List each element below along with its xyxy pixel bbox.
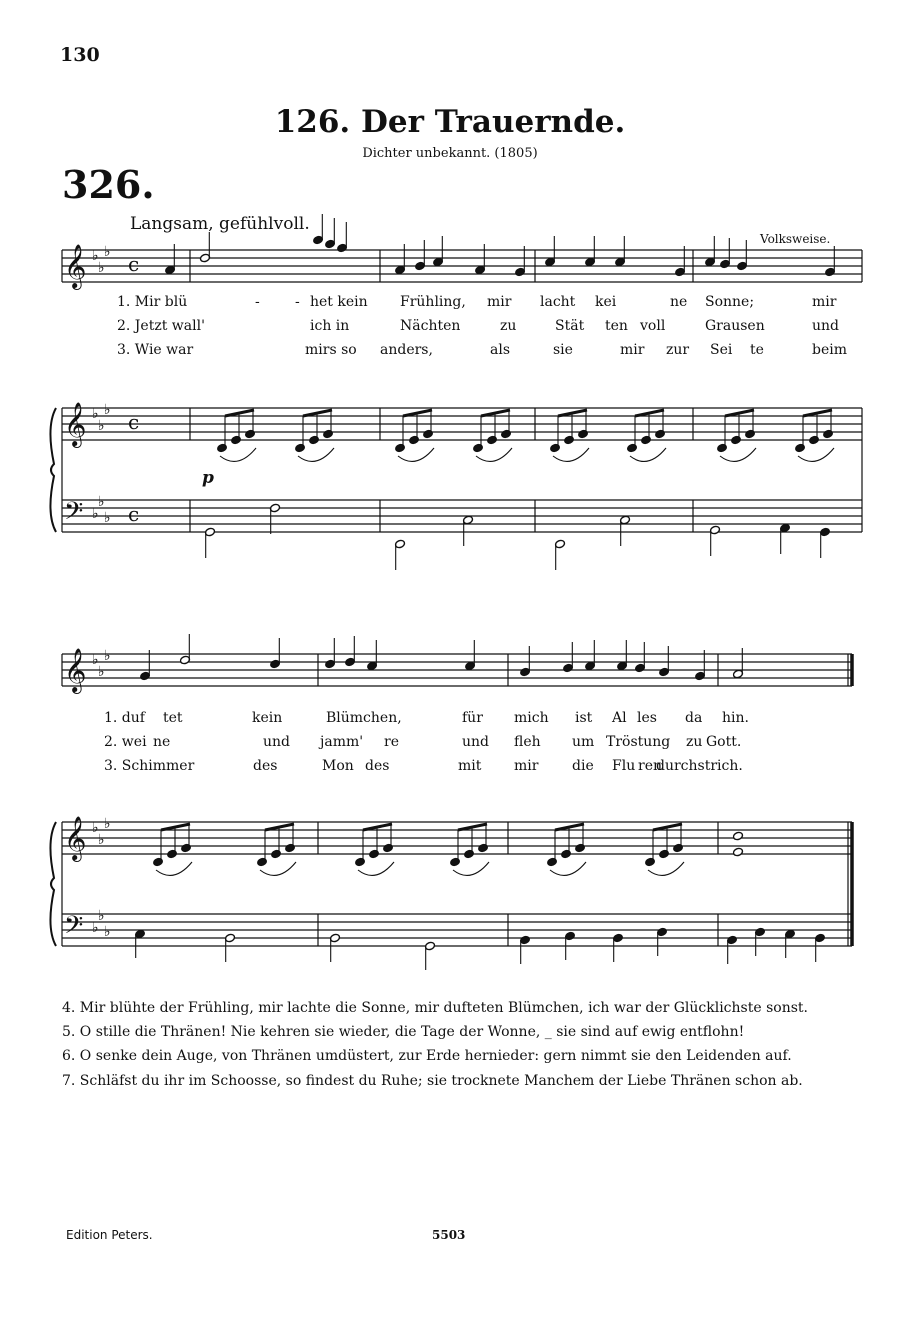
lyrics-system-2-syllable: 2. wei bbox=[104, 734, 147, 750]
lyrics-system-1-syllable: Grausen bbox=[705, 318, 765, 334]
lyrics-system-1-syllable: lacht bbox=[540, 294, 576, 310]
lyrics-system-2-syllable: fleh bbox=[514, 734, 541, 750]
lyrics-system-1-syllable: te bbox=[750, 342, 764, 358]
stanza-6: 6. O senke dein Auge, von Thränen umdüstert, zur Erde hernieder: gern nimmt sie den Leidenden auf. bbox=[62, 1048, 792, 1064]
tempo-marking: Langsam, gefühlvoll. bbox=[130, 214, 310, 234]
lyrics-system-2-syllable: hin. bbox=[722, 710, 749, 726]
notehead bbox=[153, 857, 164, 867]
flat-icon: ♭ bbox=[98, 418, 105, 434]
notehead bbox=[745, 429, 756, 439]
flat-icon: ♭ bbox=[98, 494, 105, 510]
flat-icon: ♭ bbox=[104, 816, 111, 832]
lyrics-system-2-syllable: kein bbox=[252, 710, 283, 726]
notehead bbox=[478, 843, 489, 853]
notehead bbox=[295, 443, 306, 453]
notehead bbox=[564, 435, 575, 445]
notehead bbox=[464, 849, 475, 859]
lyrics-system-2-syllable: 1. duf bbox=[104, 710, 145, 726]
lyrics-system-1-syllable: als bbox=[490, 342, 511, 358]
lyrics-system-2-syllable: Blümchen, bbox=[326, 710, 402, 726]
notehead bbox=[409, 435, 420, 445]
treble-clef-icon: 𝄞 bbox=[64, 244, 87, 288]
brace bbox=[50, 822, 56, 946]
lyrics-system-2-syllable: zu bbox=[686, 734, 703, 750]
page-number: 130 bbox=[60, 44, 100, 66]
lyrics-system-1-syllable: 1. Mir blü bbox=[117, 294, 188, 310]
lyrics-system-1-syllable: Nächten bbox=[400, 318, 461, 334]
flat-icon: ♭ bbox=[98, 260, 105, 276]
lyrics-system-1-syllable: kei bbox=[595, 294, 617, 310]
treble-clef-icon: 𝄞 bbox=[64, 648, 87, 692]
song-title: 126. Der Trauernde. bbox=[274, 104, 626, 140]
lyrics-system-2-syllable: re bbox=[384, 734, 399, 750]
common-time-icon: c bbox=[128, 410, 140, 434]
lyrics-system-2-syllable: tet bbox=[163, 710, 183, 726]
lyrics-system-2-syllable: les bbox=[637, 710, 657, 726]
flat-icon: ♭ bbox=[104, 244, 111, 260]
notehead bbox=[271, 849, 282, 859]
plate-number: 5503 bbox=[432, 1228, 466, 1242]
notehead bbox=[369, 849, 380, 859]
flat-icon: ♭ bbox=[98, 664, 105, 680]
lyrics-system-2-syllable: mir bbox=[514, 758, 539, 774]
notehead bbox=[673, 843, 684, 853]
composer-note: Volksweise. bbox=[760, 232, 831, 246]
lyrics-system-1-syllable: Stät bbox=[555, 318, 585, 334]
lyrics-system-1-syllable: mir bbox=[620, 342, 645, 358]
lyrics-system-2-syllable: des bbox=[253, 758, 278, 774]
lyrics-system-2-syllable: ren bbox=[638, 758, 662, 774]
common-time-icon: c bbox=[128, 502, 140, 526]
notehead bbox=[641, 435, 652, 445]
notehead bbox=[395, 443, 406, 453]
dynamic-marking: p bbox=[202, 468, 214, 488]
notehead bbox=[450, 857, 461, 867]
lyrics-system-1-syllable: voll bbox=[640, 318, 666, 334]
lyrics-system-2-syllable: für bbox=[462, 710, 483, 726]
stanza-5: 5. O stille die Thränen! Nie kehren sie wieder, die Tage der Wonne, _ sie sind auf ewig entflohn! bbox=[62, 1024, 745, 1040]
lyrics-system-2-syllable: Flu bbox=[612, 758, 636, 774]
common-time-icon: c bbox=[128, 252, 140, 276]
notehead bbox=[823, 429, 834, 439]
notehead bbox=[733, 831, 744, 841]
publisher-label: Edition Peters. bbox=[66, 1228, 153, 1242]
notehead bbox=[323, 429, 334, 439]
bass-clef-icon: 𝄢 bbox=[64, 497, 84, 532]
treble-clef-icon: 𝄞 bbox=[64, 402, 87, 446]
lyrics-system-1-syllable: - bbox=[255, 294, 260, 310]
lyrics-system-2-syllable: um bbox=[572, 734, 595, 750]
notehead bbox=[575, 843, 586, 853]
lyrics-system-1-syllable: mir bbox=[812, 294, 837, 310]
notehead bbox=[257, 857, 268, 867]
notehead bbox=[231, 435, 242, 445]
notehead bbox=[167, 849, 178, 859]
notehead bbox=[181, 843, 192, 853]
lyrics-system-2-syllable: da bbox=[685, 710, 703, 726]
notehead bbox=[487, 435, 498, 445]
lyrics-system-1-syllable: zur bbox=[666, 342, 690, 358]
notehead bbox=[355, 857, 366, 867]
notehead bbox=[423, 429, 434, 439]
notehead bbox=[550, 443, 561, 453]
lyrics-system-2-syllable: die bbox=[572, 758, 594, 774]
song-number: 326. bbox=[62, 162, 155, 207]
flat-icon: ♭ bbox=[104, 924, 111, 940]
lyrics-system-2-syllable: mit bbox=[458, 758, 482, 774]
lyrics-system-2-syllable: mich bbox=[514, 710, 549, 726]
lyrics-system-2-syllable: ne bbox=[153, 734, 171, 750]
notehead bbox=[645, 857, 656, 867]
flat-icon: ♭ bbox=[98, 832, 105, 848]
lyrics-system-1-syllable: ten bbox=[605, 318, 628, 334]
lyrics-system-1-syllable: Frühling, bbox=[400, 294, 466, 310]
lyrics-system-1-syllable: anders, bbox=[380, 342, 433, 358]
notehead bbox=[501, 429, 512, 439]
notehead bbox=[473, 443, 484, 453]
lyrics-system-1-syllable: het kein bbox=[310, 294, 368, 310]
notehead bbox=[383, 843, 394, 853]
flat-icon: ♭ bbox=[92, 820, 99, 836]
lyrics-system-2-syllable: Al bbox=[612, 710, 627, 726]
stanza-7: 7. Schläfst du ihr im Schoosse, so findest du Ruhe; sie trocknete Manchem der Liebe Thränen schon ab. bbox=[62, 1073, 803, 1089]
treble-clef-icon: 𝄞 bbox=[64, 816, 87, 860]
lyrics-system-1-syllable: beim bbox=[812, 342, 847, 358]
lyrics-system-1-syllable: ich in bbox=[310, 318, 350, 334]
poet-credit: Dichter unbekannt. (1805) bbox=[362, 146, 538, 161]
stanza-4: 4. Mir blühte der Frühling, mir lachte die Sonne, mir dufteten Blümchen, ich war der Glücklichste sonst. bbox=[62, 1000, 808, 1016]
lyrics-system-1-syllable: ne bbox=[670, 294, 688, 310]
notehead bbox=[547, 857, 558, 867]
notehead bbox=[285, 843, 296, 853]
lyrics-system-1-syllable: mirs so bbox=[305, 342, 357, 358]
notehead bbox=[731, 435, 742, 445]
lyrics-system-1-syllable: zu bbox=[500, 318, 517, 334]
flat-icon: ♭ bbox=[104, 510, 111, 526]
lyrics-system-2-syllable: 3. Schimmer bbox=[104, 758, 195, 774]
notehead bbox=[809, 435, 820, 445]
lyrics-system-1-syllable: und bbox=[812, 318, 839, 334]
notehead bbox=[245, 429, 256, 439]
lyrics-system-2-syllable: Gott. bbox=[706, 734, 742, 750]
lyrics-system-2-syllable: Tröstung bbox=[606, 734, 671, 750]
notehead bbox=[217, 443, 228, 453]
lyrics-system-1-syllable: Sonne; bbox=[705, 294, 755, 310]
notehead bbox=[561, 849, 572, 859]
lyrics-system-1-syllable: 2. Jetzt wall' bbox=[117, 318, 205, 334]
flat-icon: ♭ bbox=[92, 652, 99, 668]
flat-icon: ♭ bbox=[104, 402, 111, 418]
flat-icon: ♭ bbox=[98, 908, 105, 924]
brace bbox=[50, 408, 56, 532]
flat-icon: ♭ bbox=[92, 406, 99, 422]
notehead bbox=[659, 849, 670, 859]
notehead bbox=[309, 435, 320, 445]
lyrics-system-2-syllable: und bbox=[263, 734, 290, 750]
lyrics-system-2-syllable: Mon bbox=[322, 758, 354, 774]
notehead bbox=[627, 443, 638, 453]
flat-icon: ♭ bbox=[92, 920, 99, 936]
lyrics-system-1-syllable: - bbox=[295, 294, 300, 310]
lyrics-system-2-syllable: ist bbox=[575, 710, 593, 726]
notehead bbox=[733, 847, 744, 857]
lyrics-system-1-syllable: Sei bbox=[710, 342, 733, 358]
notehead bbox=[795, 443, 806, 453]
notehead bbox=[578, 429, 589, 439]
lyrics-system-1-syllable: sie bbox=[553, 342, 573, 358]
lyrics-system-2-syllable: durchstrich. bbox=[656, 758, 743, 774]
bass-clef-icon: 𝄢 bbox=[64, 911, 84, 946]
lyrics-system-2-syllable: und bbox=[462, 734, 489, 750]
flat-icon: ♭ bbox=[92, 248, 99, 264]
lyrics-system-2-syllable: des bbox=[365, 758, 390, 774]
lyrics-system-2-syllable: jamm' bbox=[320, 734, 364, 750]
lyrics-system-1-syllable: 3. Wie war bbox=[117, 342, 194, 358]
notehead bbox=[717, 443, 728, 453]
notehead bbox=[655, 429, 666, 439]
lyrics-system-1-syllable: mir bbox=[487, 294, 512, 310]
flat-icon: ♭ bbox=[92, 506, 99, 522]
flat-icon: ♭ bbox=[104, 648, 111, 664]
